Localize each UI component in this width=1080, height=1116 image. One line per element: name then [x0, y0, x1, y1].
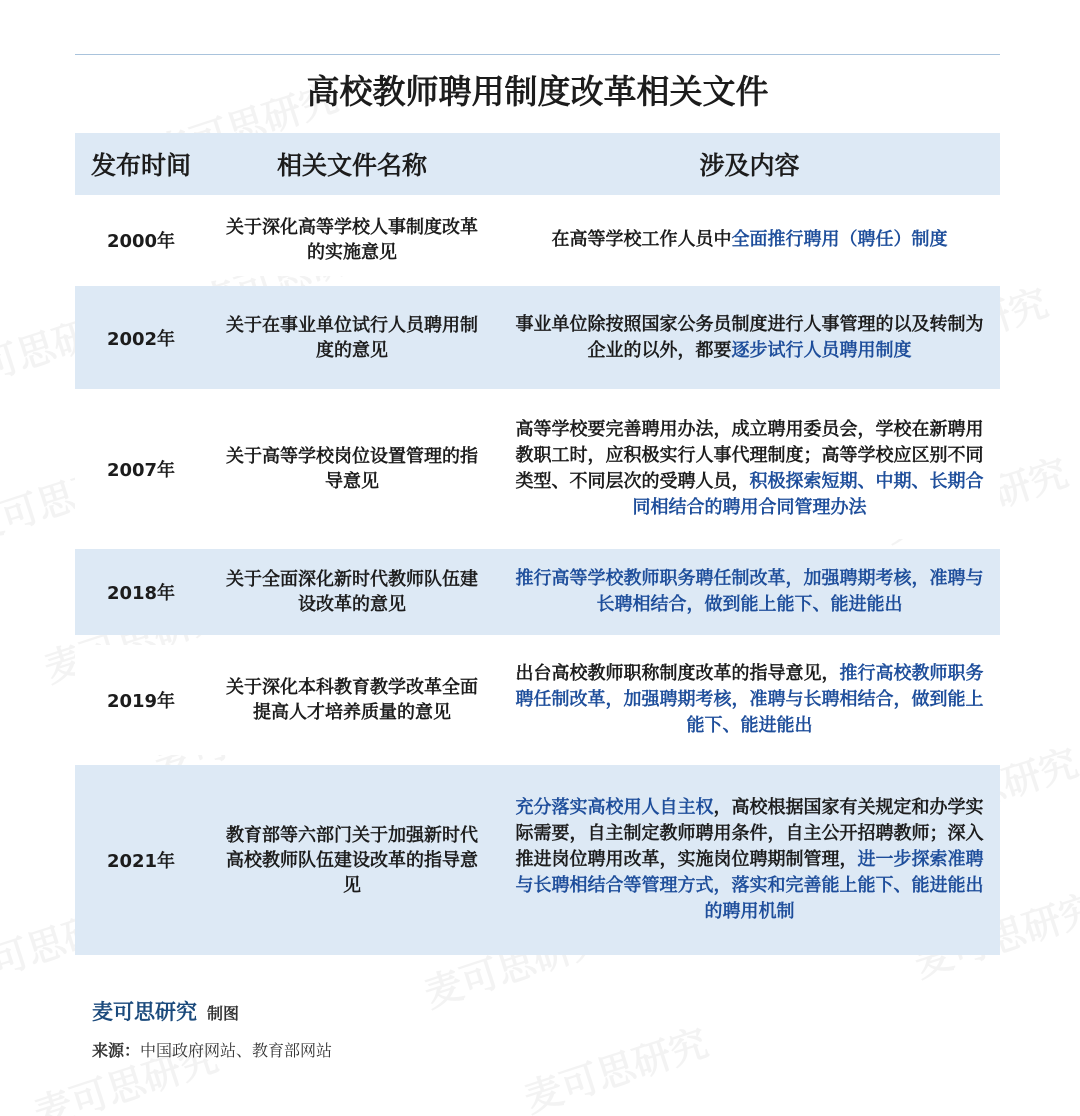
row-document-name: 关于高等学校岗位设置管理的指导意见 [226, 446, 478, 492]
highlighted-text: 推行高等学校教师职务聘任制改革，加强聘期考核，准聘与长聘相结合，做到能上能下、能进能出 [515, 568, 984, 615]
header-content: 涉及内容 [699, 151, 800, 180]
row-document-name: 关于深化本科教育教学改革全面提高人才培养质量的意见 [226, 677, 478, 723]
content-text: 高等学校要完善聘用办法，成立聘用委员会，学校在新聘用教职工时，应积极实行人事代理制度；高等学校应区别不同类型、不同层次的受聘人员， [515, 419, 984, 492]
row-content [497, 417, 1000, 521]
table-row [75, 549, 1000, 635]
highlighted-text: 进一步探索准聘与长聘相结合等管理方式，落实和完善能上能下、能进能出的聘用机制 [515, 849, 984, 922]
content-text: 事业单位除按照国家公务员制度进行人事管理的以及转制为企业的以外，都要 [515, 313, 984, 361]
source-note [92, 1038, 332, 1061]
table-row [75, 286, 1000, 389]
chart-credit [92, 996, 239, 1026]
source-text: 中国政府网站、教育部网站 [140, 1041, 333, 1060]
row-content [497, 227, 1000, 253]
highlighted-text: 充分落实高校用人自主权 [515, 797, 714, 818]
row-year: 2019年 [106, 691, 176, 712]
content-text: 在高等学校工作人员中 [551, 228, 732, 250]
row-document-name: 关于深化高等学校人事制度改革的实施意见 [226, 216, 478, 263]
highlighted-text: 积极探索短期、中期、长期合同相结合的聘用合同管理办法 [632, 471, 984, 518]
highlighted-text: 逐步试行人员聘用制度 [731, 339, 912, 361]
highlighted-text: 全面推行聘用（聘任）制度 [731, 228, 948, 250]
row-content [497, 661, 1000, 739]
header-year: 发布时间 [90, 151, 191, 180]
source-label: 来源： [92, 1041, 141, 1060]
row-year: 2000年 [106, 230, 176, 252]
row-document-name: 关于在事业单位试行人员聘用制度的意见 [226, 314, 478, 361]
highlighted-text: 推行高校教师职务聘任制改革，加强聘期考核，准聘与长聘相结合，做到能上能下、能进能出 [515, 663, 984, 736]
row-year: 2021年 [106, 851, 176, 872]
top-divider [75, 54, 1000, 55]
row-document-name: 教育部等六部门关于加强新时代高校教师队伍建设改革的指导意见 [226, 824, 478, 896]
content-text: ，高校根据国家有关规定和办学实际需要，自主制定教师聘用条件，自主公开招聘教师；深入推进岗位聘用改革，实施岗位聘期制管理， [515, 797, 984, 870]
row-year: 2002年 [106, 328, 176, 350]
table-row [75, 203, 1000, 276]
row-year: 2018年 [106, 583, 176, 604]
table-header [75, 133, 1000, 195]
table-row [75, 645, 1000, 755]
table-row [75, 765, 1000, 955]
page-title: 高校教师聘用制度改革相关文件 [306, 72, 769, 111]
credit-suffix: 制图 [207, 1004, 240, 1023]
credit-org: 麦可思研究 [92, 1000, 197, 1024]
row-content [497, 566, 1000, 618]
header-name: 相关文件名称 [276, 151, 427, 180]
content-text: 出台高校教师职称制度改革的指导意见， [515, 663, 840, 684]
row-content [497, 795, 1000, 925]
watermark [516, 1012, 714, 1116]
row-year: 2007年 [106, 460, 176, 481]
row-content [497, 312, 1000, 364]
row-document-name: 关于全面深化新时代教师队伍建设改革的意见 [226, 569, 478, 615]
table-row [75, 399, 1000, 539]
documents-table [75, 133, 1000, 965]
